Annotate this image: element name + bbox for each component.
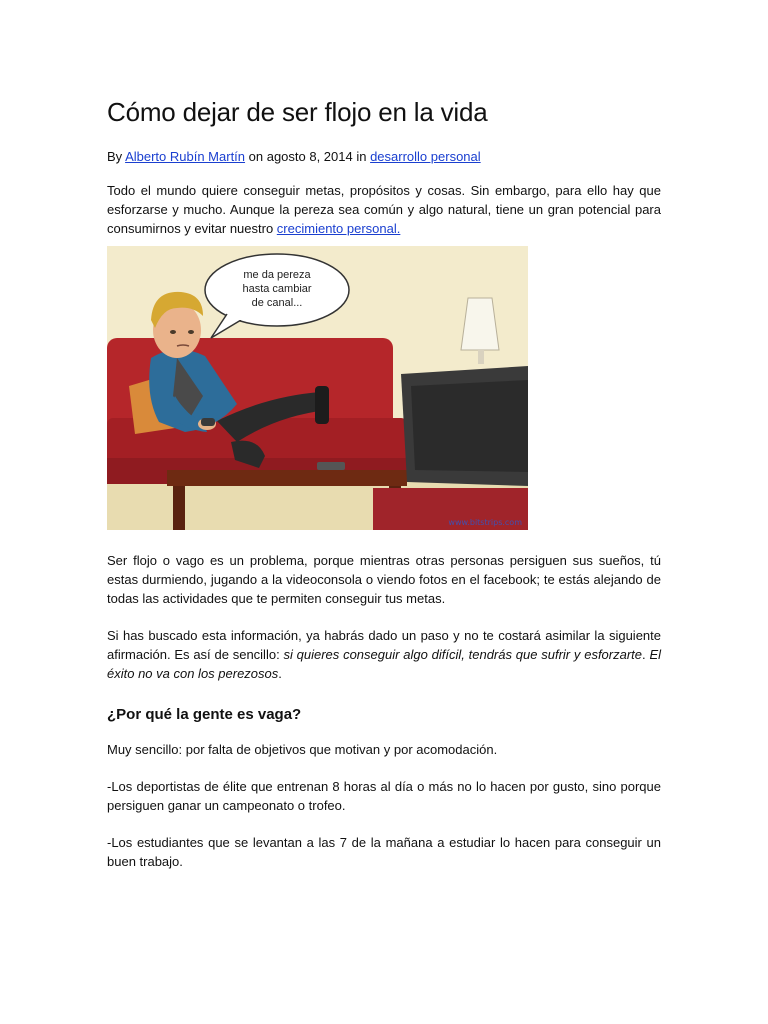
paragraph-answer: Muy sencillo: por falta de objetivos que motivan y por acomodación. [107,742,498,757]
lamp-stem [478,350,484,364]
section-heading: ¿Por qué la gente es vaga? [107,706,302,723]
image-watermark: www.bitstrips.com [448,518,522,527]
category-link[interactable]: desarrollo personal [370,149,481,164]
byline-date: on agosto 8, 2014 in [245,149,371,164]
coffee-table-top [167,470,407,486]
statement-emphasis: si quieres conseguir algo difícil, tendrás que sufrir y esforzarte [283,647,643,662]
controller [201,418,215,426]
paragraph-students: -Los estudiantes que se levantan a las 7 de la mañana a estudiar lo hacen para conseguir un buen trabajo. [107,835,661,869]
author-link[interactable]: Alberto Rubín Martín [125,149,246,164]
man-foot [315,386,329,424]
paragraph-athletes: -Los deportistas de élite que entrenan 8 horas al día o más no lo hacen por gusto, sino porque persiguen ganar un campeonato o trofeo. [107,779,661,813]
lamp-shade [461,298,499,350]
article-title: Cómo dejar de ser flojo en la vida [107,97,488,127]
statement-end: . [278,666,282,681]
lazy-man-cartoon [107,246,528,530]
article-image [107,246,528,530]
tv-panel [411,380,528,472]
statement-emphasis-2: El éxito no va con los perezosos [107,647,661,681]
speech-line-2: hasta cambiar [242,283,312,295]
speech-line-3: de canal... [251,297,303,309]
statement-text: Si has buscado esta información, ya habrás dado un paso y no te costará asimilar la siguiente afirmación. Es así de sencillo: [107,628,661,662]
speech-line-1: me da pereza [243,269,311,281]
man-eye [170,330,176,334]
intro-paragraph [107,181,661,238]
remote-control [317,462,345,470]
man-eye [188,330,194,334]
personal-growth-link[interactable]: crecimiento personal. [276,221,401,236]
article [107,96,661,871]
intro-text: Todo el mundo quiere conseguir metas, propósitos y cosas. Sin embargo, para ello hay que esforzarse y mucho. Aunque la pereza sea común y algo natural, tiene un gran potencial para consumirnos y evitar nuestro [107,183,661,236]
byline-prefix: By [107,149,126,164]
paragraph-procrastination: Ser flojo o vago es un problema, porque mientras otras personas persiguen sus sueños, tú estas durmiendo, jugando a la videoconsola o viendo fotos en el facebook; te estás alejando de todas las actividades que te permiten conseguir tus metas. [107,553,661,606]
byline [107,147,661,166]
paragraph-statement [107,626,661,683]
coffee-table-leg [173,486,185,530]
statement-sep: . [642,647,650,662]
speech-bubble-joint [229,314,243,320]
